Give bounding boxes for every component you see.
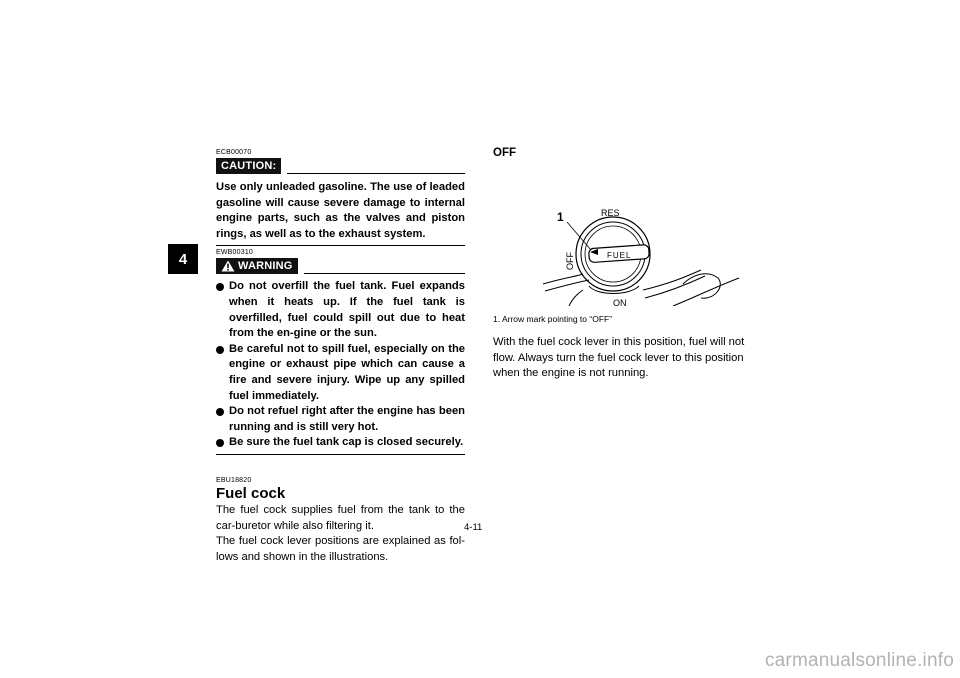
off-label: OFF — [565, 252, 575, 270]
section-title: Fuel cock — [216, 484, 286, 502]
caution-code: ECB00070 — [216, 149, 252, 156]
warning-header — [216, 258, 465, 274]
bullet-icon — [216, 439, 224, 447]
caution-end-rule — [216, 245, 465, 246]
list-item: Be careful not to spill fuel, especially on the engine or exhaust pipe which can cause a fire and severe injury. Wipe up any spilled fuel immediately. — [216, 342, 465, 404]
fuel-cock-code: EBU18820 — [216, 476, 252, 484]
warning-end-rule — [216, 454, 465, 455]
fuel-label: FUEL — [607, 251, 632, 260]
section-tab: 4 — [168, 244, 198, 274]
fuel-cock-figure — [493, 166, 749, 306]
caution-text: Use only unleaded gasoline. The use of leaded gasoline will cause severe damage to internal engine parts, such as the valves and piston rings, as well as to the exhaust system. — [216, 181, 465, 240]
fuel-cock-illustration — [493, 166, 749, 306]
warning-label-box — [216, 258, 298, 274]
left-column — [216, 149, 465, 565]
fuel-cock-paragraph: The fuel cock lever positions are explained as fol-lows and shown in the illustrations. — [216, 535, 465, 563]
warning-label: WARNING — [238, 260, 293, 273]
watermark: carmanualsonline.info — [764, 650, 954, 671]
caution-label: CAUTION: — [216, 158, 281, 174]
off-title: OFF — [493, 147, 516, 159]
caution-rule — [287, 173, 465, 174]
bullet-icon — [216, 283, 224, 291]
on-label: ON — [613, 298, 627, 306]
fuel-cock-paragraph: The fuel cock supplies fuel from the tank to the car-buretor while also filtering it. — [216, 503, 465, 532]
warning-triangle-icon — [221, 260, 235, 272]
caution-header — [216, 158, 465, 174]
list-item: Do not refuel right after the engine has been running and is still very hot. — [216, 404, 465, 435]
warning-rule — [304, 273, 465, 274]
list-item: Be sure the fuel tank cap is closed securely. — [216, 435, 465, 451]
warning-code: EWB00310 — [216, 249, 254, 257]
res-label: RES — [601, 208, 620, 218]
list-item: Do not overfill the fuel tank. Fuel expands when it heats up. If the fuel tank is overfilled, fuel could spill out due to heat from the en-gine or the sun. — [216, 279, 465, 341]
off-description: With the fuel cock lever in this position, fuel will not flow. Always turn the fuel cock lever to this position when the engine is not running. — [493, 336, 745, 380]
figure-callout: 1 — [557, 210, 564, 224]
warning-list — [216, 279, 465, 451]
figure-caption: 1. Arrow mark pointing to “OFF” — [493, 314, 613, 324]
right-column — [493, 146, 749, 382]
bullet-icon — [216, 408, 224, 416]
bullet-icon — [216, 346, 224, 354]
page-number: 4-11 — [464, 522, 483, 533]
